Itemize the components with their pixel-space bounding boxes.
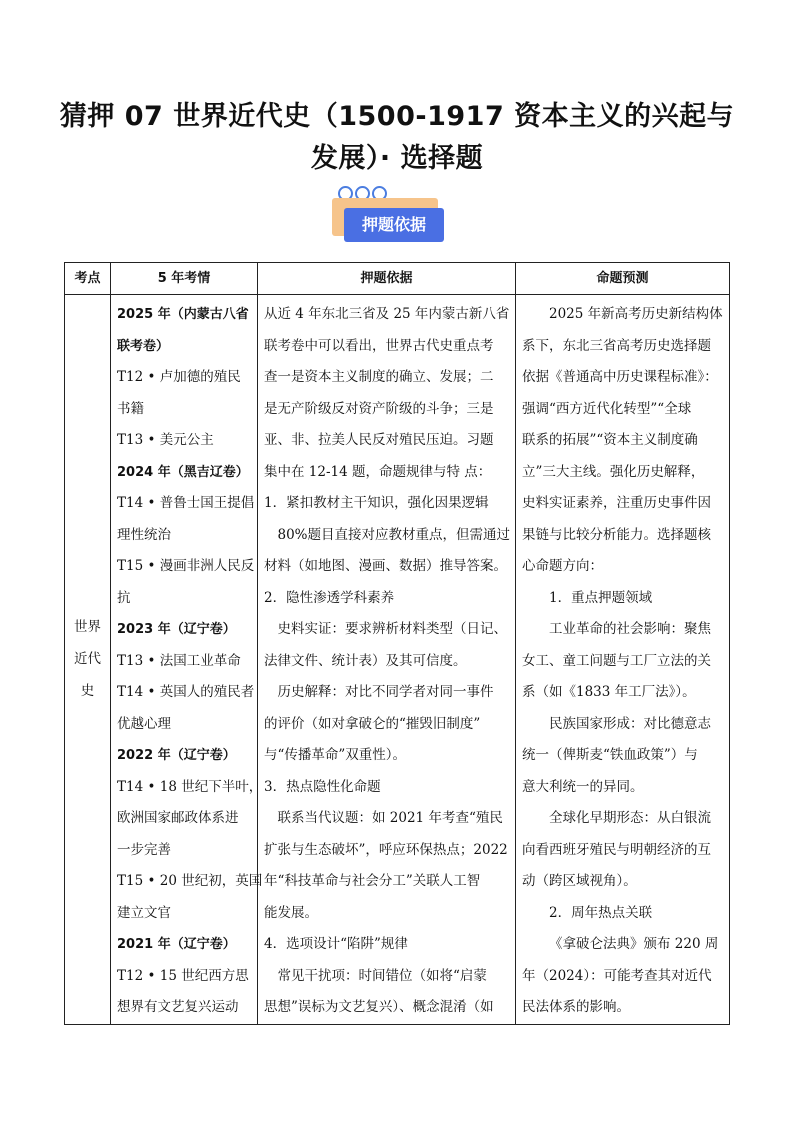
cell-line: 年（2024）：可能考查其对近代 [522, 967, 712, 984]
cell-line: 从近 4 年东北三省及 25 年内蒙古新八省 [264, 306, 510, 322]
cell-line: 民法体系的影响。 [522, 999, 630, 1015]
cell-line: T15 • 漫画非洲人民反 [117, 558, 255, 574]
cell-line: 与“传播革命”双重性）。 [264, 747, 407, 763]
cell-line: 强调“西方近代化转型”“全球 [522, 400, 692, 417]
cell-line: 2025 年新高考历史新结构体 [549, 306, 723, 322]
cell-line: 2．周年热点关联 [549, 904, 653, 921]
cell-line: 3．热点隐性化命题 [264, 778, 381, 795]
header-topic: 考点 [65, 263, 111, 295]
cell-line: 历史解释：对比不同学者对同一事件 [277, 684, 494, 700]
cell-line: 2025 年（内蒙古八省 [117, 307, 249, 322]
cell-line: T12 • 卢加德的殖民 [117, 369, 241, 385]
cell-line: 工业革命的社会影响：聚焦 [549, 621, 711, 637]
cell-line: 意大利统一的异同。 [522, 778, 644, 795]
cell-line: 2023 年（辽宁卷） [117, 622, 236, 637]
cell-line: 80%题目直接对应教材重点，但需通过 [277, 526, 511, 543]
page-title [0, 96, 794, 180]
cell-line: 一步完善 [117, 841, 171, 858]
cell-line: 能发展。 [264, 904, 318, 921]
cell-line: T12 • 15 世纪西方思 [117, 967, 249, 984]
cell-line: 材料（如地图、漫画、数据）推导答案。 [264, 558, 507, 574]
cell-line: 向看西班牙殖民与明朝经济的互 [522, 841, 711, 858]
cell-line: 集中在 12-14 题，命题规律与特 点： [264, 463, 492, 480]
cell-line: 法律文件、统计表）及其可信度。 [264, 652, 467, 669]
title-line-2: 发展）· 选择题 [310, 143, 484, 174]
cell-line: 系（如《1833 年工厂法》）。 [522, 684, 696, 700]
cell-line: 2021 年（辽宁卷） [117, 937, 236, 952]
cell-line: 立”三大主线。强化历史解释， [522, 463, 705, 480]
exam-history-cell [111, 295, 263, 1025]
cell-line: 民族国家形成：对比德意志 [549, 715, 711, 732]
cell-line: 的评价（如对拿破仑的“摧毁旧制度” [264, 715, 481, 732]
cell-line: T13 • 法国工业革命 [117, 652, 241, 669]
cell-line: 优越心理 [117, 715, 171, 732]
cell-line: 建立文官 [117, 904, 171, 921]
cell-line: 1．重点押题领域 [549, 589, 653, 606]
cell-line: 常见干扰项：时间错位（如将“启蒙 [277, 967, 487, 984]
cell-line: T13 • 美元公主 [117, 432, 214, 448]
cell-line: 2022 年（辽宁卷） [117, 748, 236, 763]
cell-line: 系下，东北三省高考历史选择题 [522, 337, 711, 354]
cell-line: 想界有文艺复兴运动 [117, 999, 239, 1015]
table-row [65, 295, 730, 1025]
cell-line: 统一（俾斯麦“铁血政策”）与 [522, 747, 698, 763]
cell-line: 依据《普通高中历史课程标准》： [522, 369, 718, 385]
cell-line: 2．隐性渗透学科素养 [264, 589, 395, 606]
badge-label: 押题依据 [344, 208, 444, 242]
cell-line: 史料实证：要求辨析材料类型（日记、 [277, 621, 507, 637]
cell-line: 扩张与生态破坏”，呼应环保热点；2022 [264, 841, 508, 858]
table-header-row [65, 263, 730, 295]
topic-line: 近代 [74, 651, 101, 668]
cell-line: T14 • 18 世纪下半叶， [117, 778, 263, 795]
cell-line: 2024 年（黑吉辽卷） [117, 464, 249, 480]
basis-cell [258, 295, 516, 1025]
exam-analysis-table [64, 262, 730, 1025]
cell-line: 抗 [117, 589, 131, 606]
cell-line: 联系当代议题：如 2021 年考查“殖民 [277, 810, 503, 826]
cell-line: 全球化早期形态：从白银流 [549, 810, 711, 826]
cell-line: 4．选项设计“陷阱”规律 [264, 936, 408, 952]
cell-line: T15 • 20 世纪初，英国 [117, 873, 263, 889]
cell-line: 动（跨区域视角）。 [522, 873, 637, 889]
cell-line: 思想”误标为文艺复兴）、概念混淆（如 [264, 999, 494, 1015]
cell-line: 联考卷） [117, 338, 170, 354]
cell-line: 联系的拓展”“资本主义制度确 [522, 432, 698, 448]
cell-line: 欧洲国家邮政体系进 [117, 810, 239, 826]
cell-line: T14 • 普鲁士国王提倡 [117, 495, 255, 511]
cell-line: 《拿破仑法典》颁布 220 周 [549, 936, 719, 952]
cell-line: 书籍 [117, 400, 144, 417]
cell-line: 理性统治 [117, 526, 171, 543]
cell-line: T14 • 英国人的殖民者 [117, 684, 255, 700]
section-badge [330, 184, 445, 244]
header-basis: 押题依据 [258, 263, 516, 295]
cell-line: 史料实证素养，注重历史事件因 [522, 495, 711, 511]
cell-line: 年“科技革命与社会分工”关联人工智 [264, 873, 481, 889]
header-history: 5 年考情 [111, 263, 258, 295]
cell-line: 联考卷中可以看出，世界古代史重点考 [264, 337, 494, 354]
header-prediction: 命题预测 [516, 263, 730, 295]
cell-line: 查一是资本主义制度的确立、发展；二 [264, 369, 494, 385]
prediction-cell [516, 295, 730, 1025]
cell-line: 果链与比较分析能力。选择题核 [522, 526, 711, 543]
topic-line: 世界 [74, 619, 101, 636]
title-line-1: 猜押 07 世界近代史（1500-1917 资本主义的兴起与 [59, 101, 735, 132]
cell-line: 心命题方向： [522, 558, 603, 574]
topic-cell [65, 295, 111, 1025]
cell-line: 1．紧扣教材主干知识，强化因果逻辑 [264, 495, 489, 511]
cell-line: 亚、非、拉美人民反对殖民压迫。习题 [264, 432, 494, 448]
cell-line: 是无产阶级反对资产阶级的斗争；三是 [264, 400, 494, 417]
topic-line: 史 [80, 683, 95, 700]
cell-line: 女工、童工问题与工厂立法的关 [522, 652, 711, 669]
